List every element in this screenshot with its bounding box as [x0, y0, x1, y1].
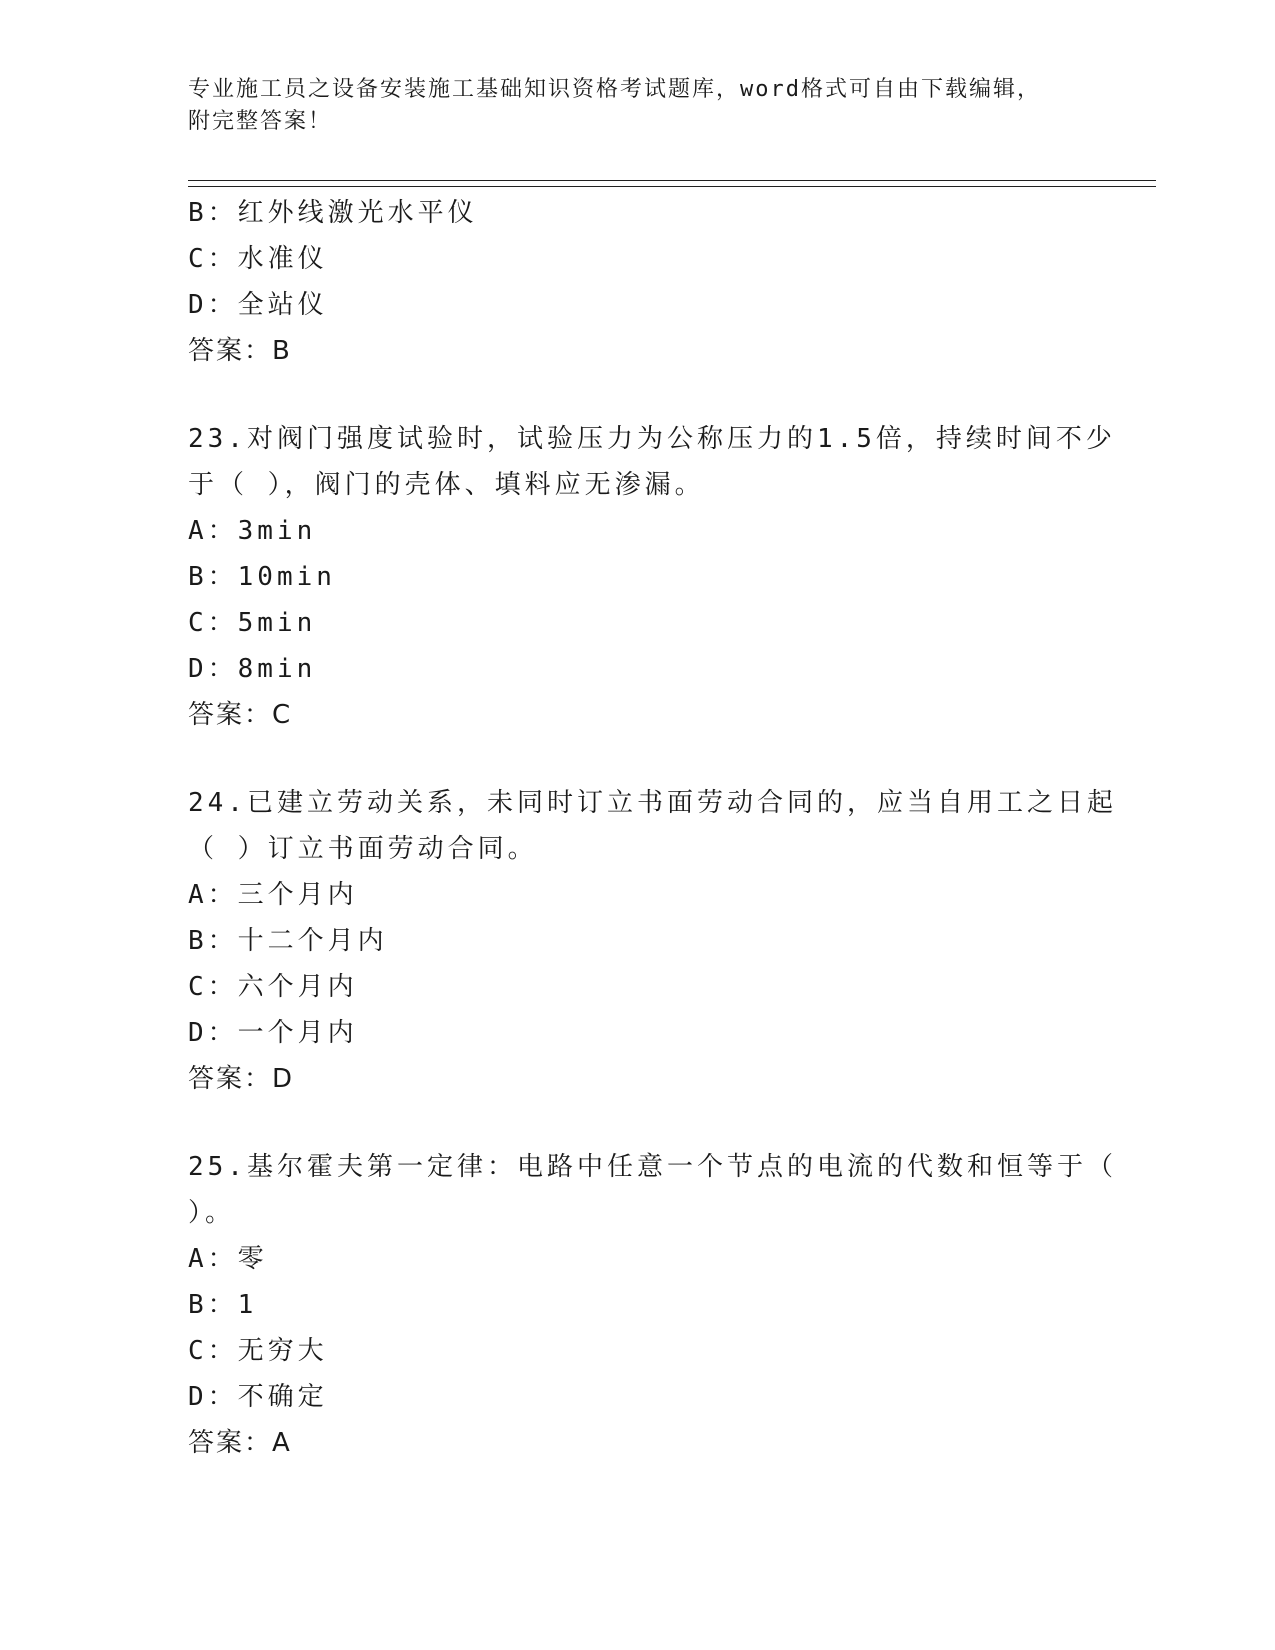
question-text-line-1: 25.基尔霍夫第一定律：电路中任意一个节点的电流的代数和恒等于（ — [188, 1152, 1117, 1182]
option-d: D：全站仪 — [188, 290, 328, 320]
option-a: A：零 — [188, 1244, 268, 1274]
option-d: D：不确定 — [188, 1382, 328, 1412]
answer-line: 答案：C — [188, 700, 293, 730]
header-double-rule — [188, 180, 1156, 187]
question-text-line-1: 24.已建立劳动关系，未同时订立书面劳动合同的，应当自用工之日起 — [188, 788, 1117, 818]
previous-question — [188, 190, 1088, 374]
option-c: C：六个月内 — [188, 972, 358, 1002]
option-b: B：十二个月内 — [188, 926, 388, 956]
answer-line: 答案：B — [188, 336, 292, 366]
question-25 — [188, 1144, 1117, 1466]
answer-line: 答案：A — [188, 1428, 292, 1458]
option-d: D：一个月内 — [188, 1018, 358, 1048]
document-header — [188, 74, 1088, 138]
question-24 — [188, 780, 1117, 1102]
answer-line: 答案：D — [188, 1064, 295, 1094]
question-23 — [188, 416, 1116, 738]
option-c: C：5min — [188, 608, 317, 638]
question-text-line-2: ）。 — [188, 1198, 236, 1228]
option-d: D：8min — [188, 654, 317, 684]
option-a: A：3min — [188, 516, 317, 546]
option-b: B：10min — [188, 562, 336, 592]
option-a: A：三个月内 — [188, 880, 358, 910]
question-text-line-2: （ ）订立书面劳动合同。 — [188, 834, 538, 864]
question-text-line-1: 23.对阀门强度试验时，试验压力为公称压力的1.5倍，持续时间不少 — [188, 424, 1116, 454]
option-b: B：1 — [188, 1290, 258, 1320]
header-line-2: 附完整答案！ — [188, 109, 333, 134]
option-c: C：水准仪 — [188, 244, 328, 274]
document-body — [188, 190, 1117, 1466]
option-b: B：红外线激光水平仪 — [188, 198, 478, 228]
option-c: C：无穷大 — [188, 1336, 328, 1366]
header-line-1: 专业施工员之设备安装施工基础知识资格考试题库，word格式可自由下载编辑， — [188, 77, 1041, 102]
question-text-line-2: 于（ ），阀门的壳体、填料应无渗漏。 — [188, 470, 705, 500]
